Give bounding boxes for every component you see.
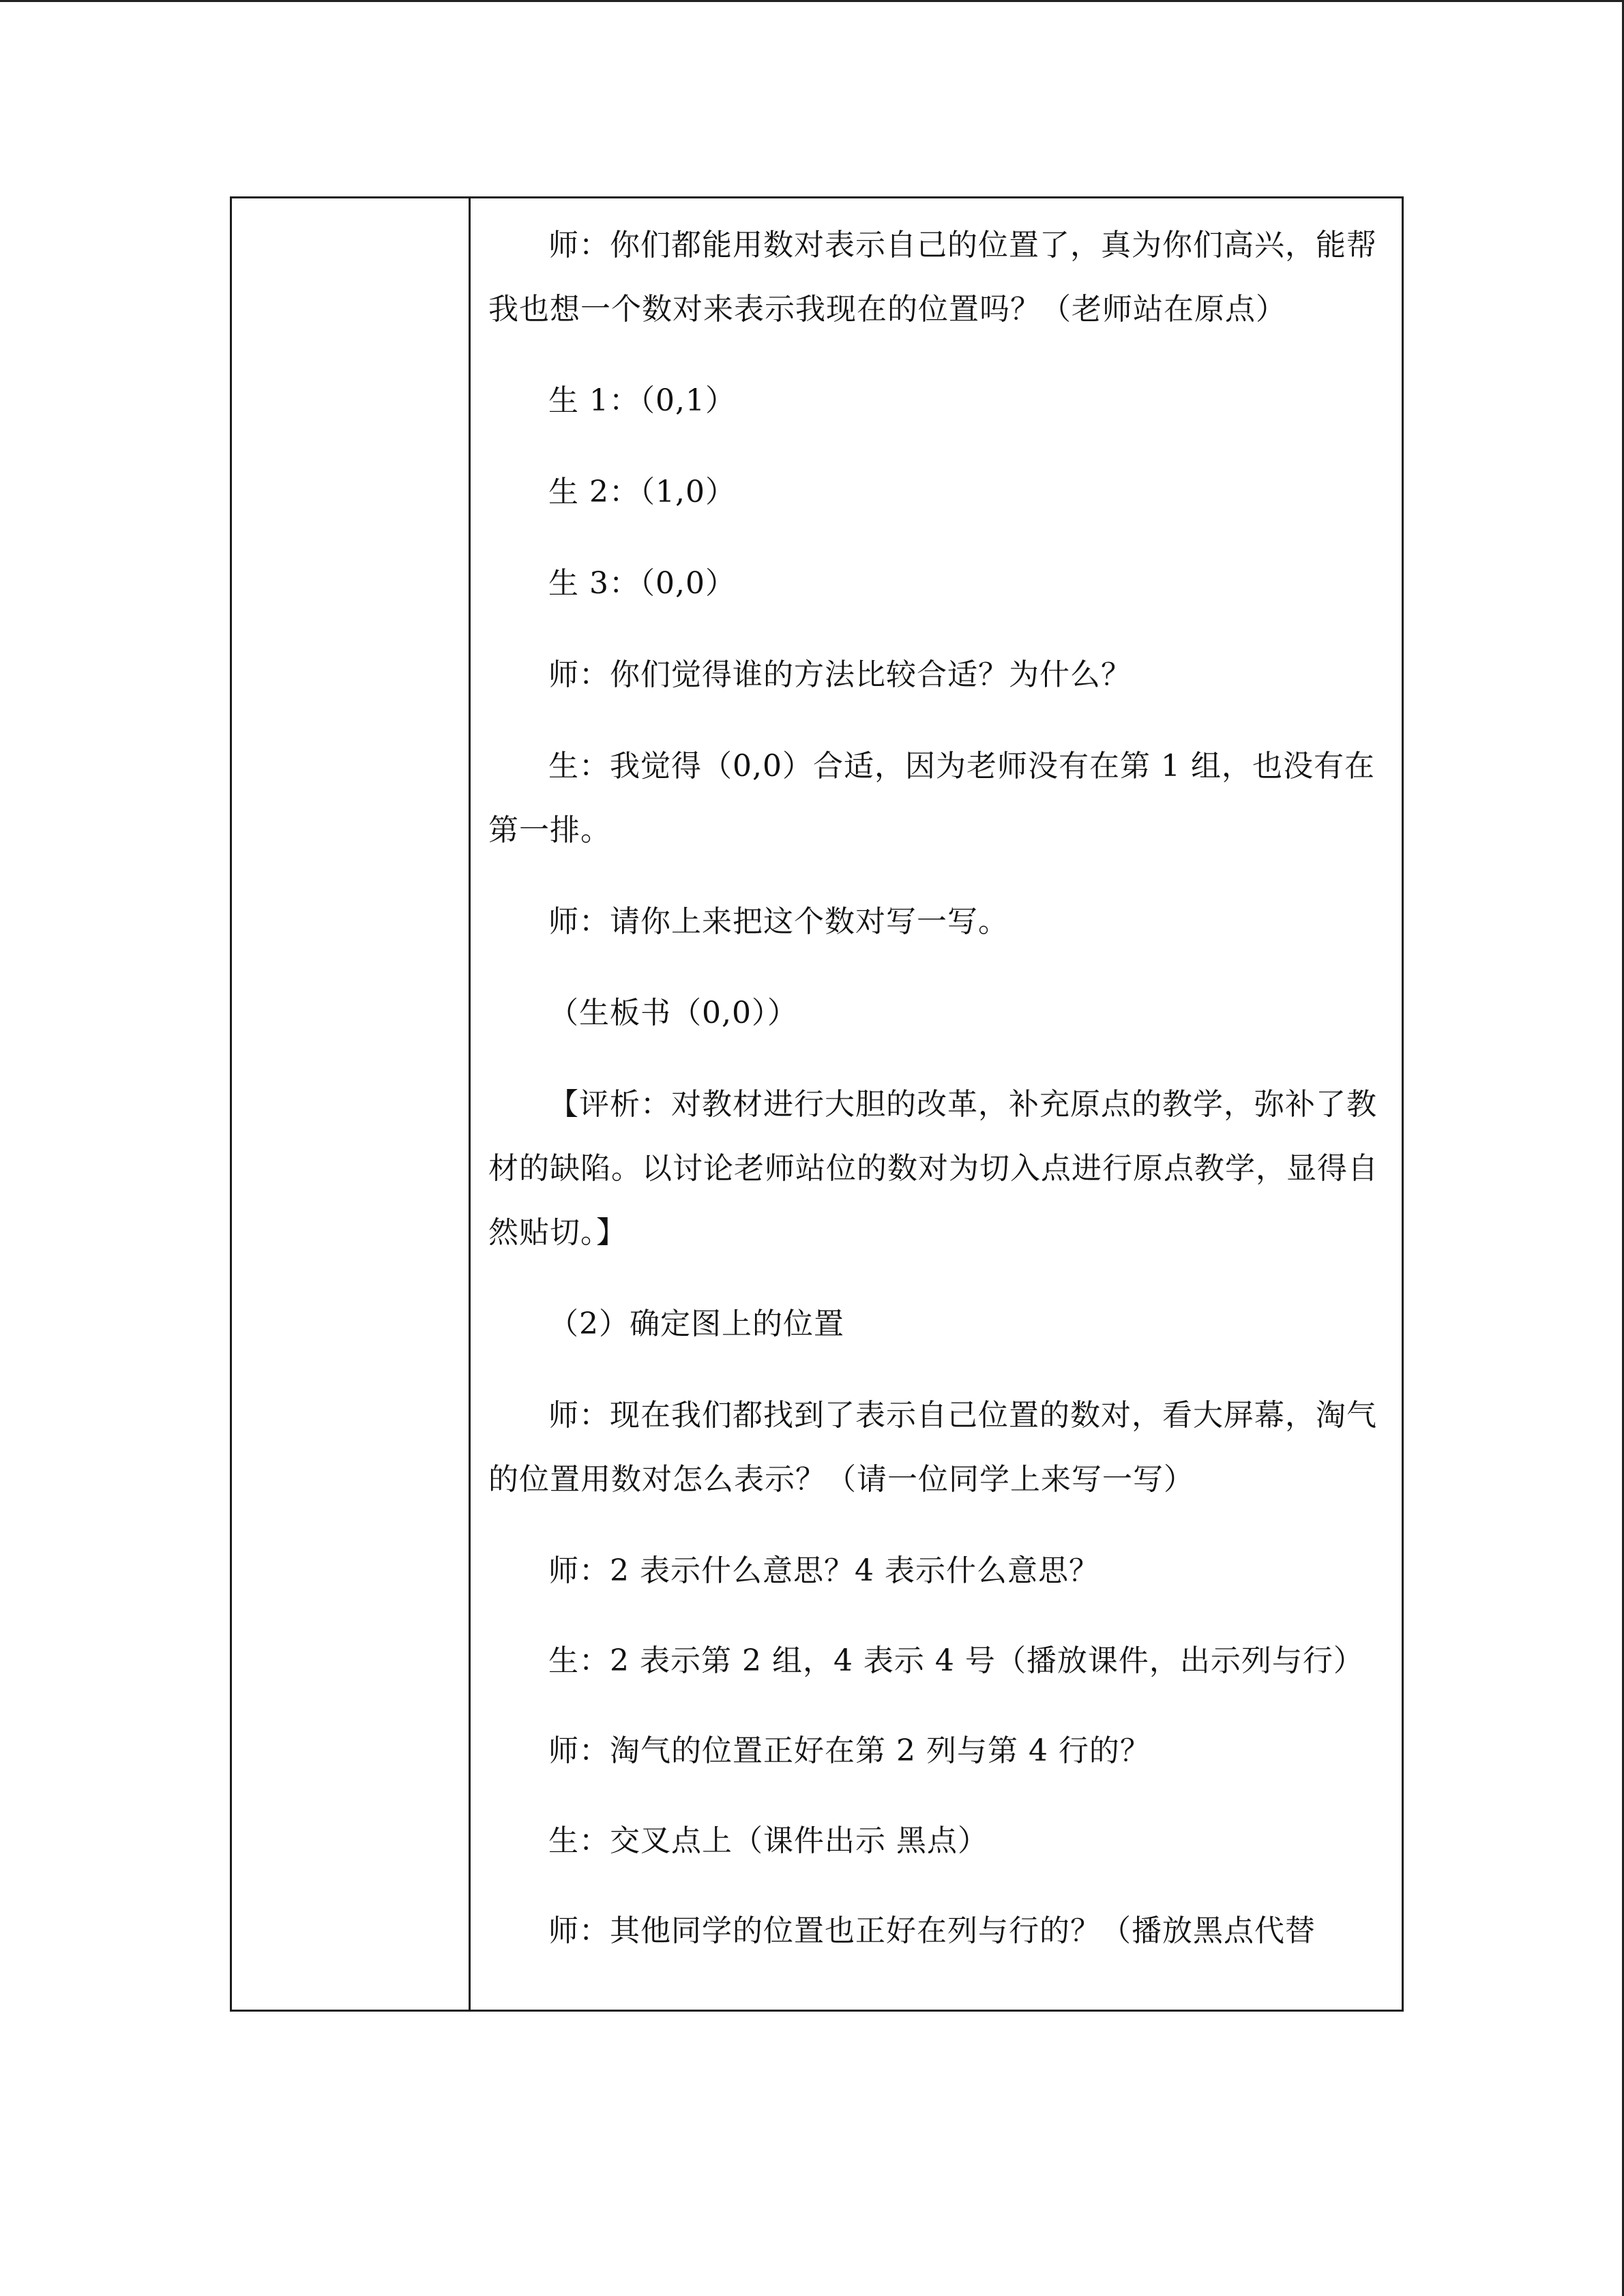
paragraph-teacher-meaning: 师：2 表示什么意思？4 表示什么意思？	[548, 1553, 1099, 1588]
left-column-cell	[231, 198, 470, 2011]
paragraph-commentary: 【评析：对教材进行大胆的改革，补充原点的教学，弥补了教材的缺陷。以讨论老师站位的数对为切入点进行原点教学，显得自然贴切。】	[488, 1087, 1378, 1250]
paragraph-teacher-origin: 师：你们都能用数对表示自己的位置了，真为你们高兴，能帮我也想一个数对来表示我现在的位置吗？（老师站在原点）	[488, 228, 1377, 327]
paragraph-teacher-others: 师：其他同学的位置也正好在列与行的？（播放黑点代替	[548, 1913, 1316, 1948]
paragraph-teacher-intersection: 师：淘气的位置正好在第 2 列与第 4 行的？	[548, 1733, 1151, 1768]
table-row	[231, 198, 1403, 2011]
paragraph-board-writing: （生板书（0,0））	[548, 996, 798, 1030]
paragraph-student-intersection: 生：交叉点上（课件出示 黑点）	[548, 1823, 988, 1858]
paragraph-teacher-question: 师：你们觉得谁的方法比较合适？为什么？	[548, 657, 1132, 692]
lesson-plan-table	[230, 196, 1404, 2012]
paragraph-student-meaning: 生：2 表示第 2 组，4 表示 4 号（播放课件，出示列与行）	[548, 1643, 1364, 1678]
page-top-border	[0, 0, 1624, 2]
paragraph-student-1: 生 1：（0,1）	[548, 383, 736, 418]
paragraph-teacher-write: 师：请你上来把这个数对写一写。	[548, 904, 1009, 939]
paragraph-teacher-screen: 师：现在我们都找到了表示自己位置的数对，看大屏幕，淘气的位置用数对怎么表示？（请一位同学上来写一写）	[488, 1398, 1377, 1497]
paragraph-student-3: 生 3：（0,0）	[548, 566, 736, 601]
paragraph-student-answer: 生：我觉得（0,0）合适，因为老师没有在第 1 组，也没有在第一排。	[488, 749, 1375, 848]
lesson-content	[471, 198, 1402, 1963]
paragraph-student-2: 生 2：（1,0）	[548, 475, 736, 509]
paragraph-section-heading: （2）确定图上的位置	[548, 1307, 844, 1341]
content-cell	[470, 198, 1403, 2011]
